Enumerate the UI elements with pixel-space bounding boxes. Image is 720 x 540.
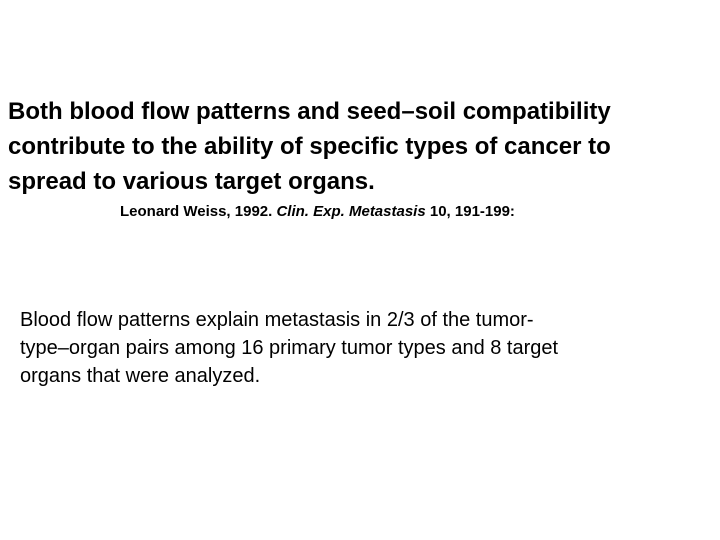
body-line-1: Blood flow patterns explain metastasis in 2/3 of the tumor- [20, 309, 534, 331]
headline-line-3: spread to various target organs. [8, 168, 375, 195]
headline-line-1: Both blood flow patterns and seed–soil compatibility [8, 98, 611, 125]
citation-author-year: Leonard Weiss, 1992. [120, 203, 273, 220]
citation-volume-pages: 10, 191-199: [429, 203, 515, 220]
slide-headline [8, 94, 714, 199]
headline-line-2: contribute to the ability of specific types of cancer to [8, 133, 611, 160]
body-line-3: organs that were analyzed. [20, 365, 261, 387]
citation-journal: Clin. Exp. Metastasis [276, 203, 426, 220]
slide-body-text [20, 306, 716, 390]
body-line-2: type–organ pairs among 16 primary tumor types and 8 target [20, 337, 559, 359]
citation [120, 202, 515, 222]
